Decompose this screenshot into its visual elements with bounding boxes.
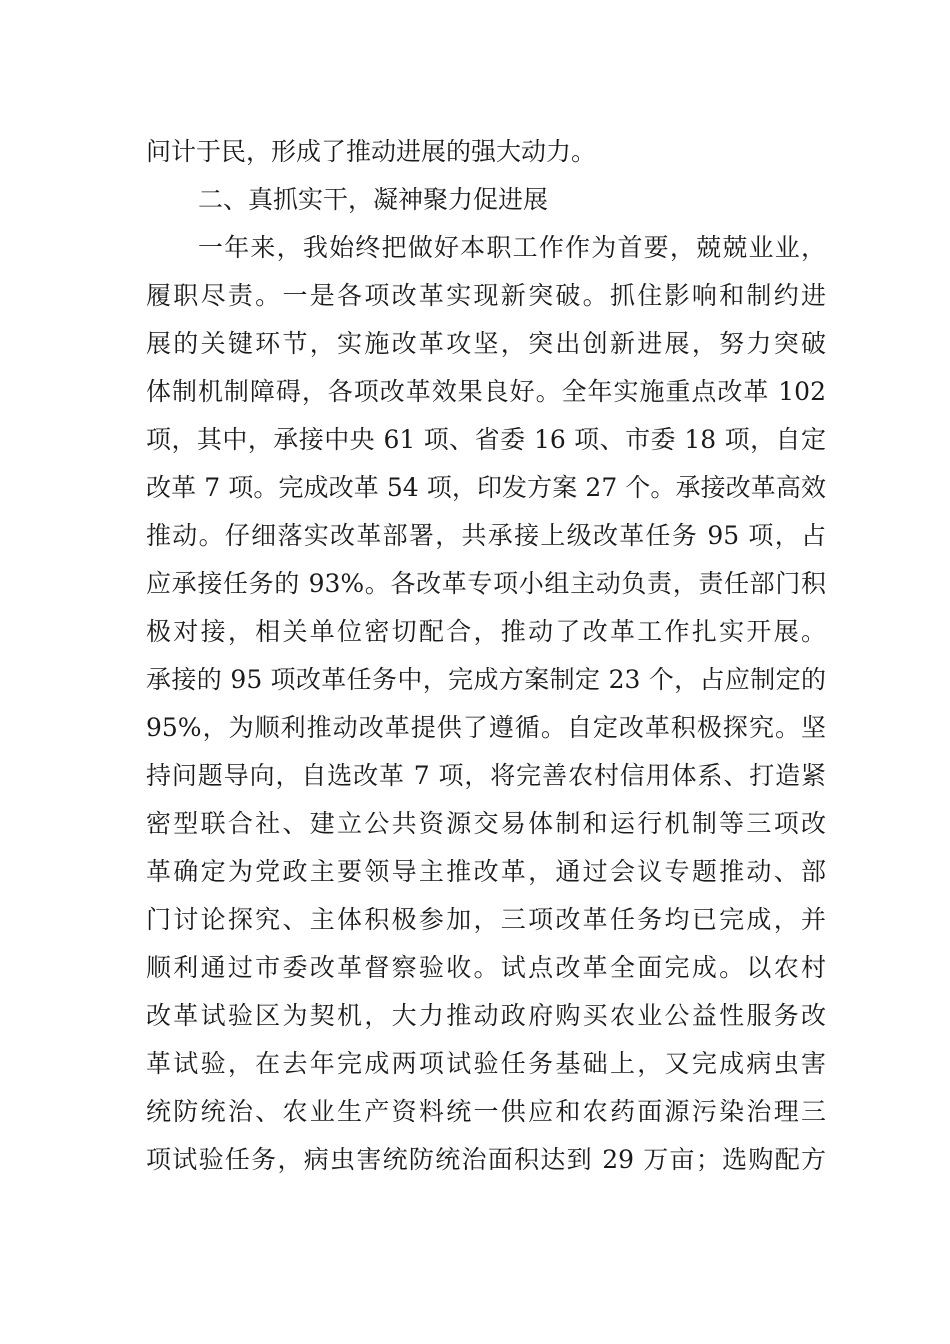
paragraph-line: 一年来，我始终把做好本职工作作为首要，兢兢业业， [198, 233, 826, 262]
paragraph-line: 问计于民，形成了推动进展的强大动力。 [146, 137, 597, 166]
paragraph-line: 革确定为党政主要领导主推改革，通过会议专题推动、部 [146, 857, 826, 886]
paragraph-line: 应承接任务的 93%。各改革专项小组主动负责，责任部门积 [146, 569, 826, 598]
document-body [146, 128, 826, 1184]
paragraph-line: 密型联合社、建立公共资源交易体制和运行机制等三项改 [146, 809, 826, 838]
paragraph-line: 体制机制障碍，各项改革效果良好。全年实施重点改革 102 [146, 377, 826, 406]
paragraph-line: 履职尽责。一是各项改革实现新突破。抓住影响和制约进 [146, 281, 826, 310]
paragraph-line: 门讨论探究、主体积极参加，三项改革任务均已完成，并 [146, 905, 826, 934]
section-heading: 二、真抓实干，凝神聚力促进展 [198, 185, 549, 214]
paragraph-line: 革试验，在去年完成两项试验任务基础上，又完成病虫害 [146, 1049, 826, 1078]
paragraph-line: 95%，为顺利推动改革提供了遵循。自定改革积极探究。坚 [146, 713, 826, 742]
paragraph-line: 项，其中，承接中央 61 项、省委 16 项、市委 18 项，自定 [146, 425, 826, 454]
paragraph-line: 项试验任务，病虫害统防统治面积达到 29 万亩；选购配方 [146, 1145, 826, 1174]
paragraph-line: 推动。仔细落实改革部署，共承接上级改革任务 95 项，占 [146, 521, 826, 550]
paragraph-line: 展的关键环节，实施改革攻坚，突出创新进展，努力突破 [146, 329, 826, 358]
paragraph-line: 承接的 95 项改革任务中，完成方案制定 23 个，占应制定的 [146, 665, 826, 694]
paragraph-line: 极对接，相关单位密切配合，推动了改革工作扎实开展。 [146, 617, 826, 646]
paragraph-line: 统防统治、农业生产资料统一供应和农药面源污染治理三 [146, 1097, 826, 1126]
paragraph-line: 持问题导向，自选改革 7 项，将完善农村信用体系、打造紧 [146, 761, 826, 790]
paragraph-line: 顺利通过市委改革督察验收。试点改革全面完成。以农村 [146, 953, 826, 982]
paragraph-line: 改革试验区为契机，大力推动政府购买农业公益性服务改 [146, 1001, 826, 1030]
paragraph-line: 改革 7 项。完成改革 54 项，印发方案 27 个。承接改革高效 [146, 473, 826, 502]
